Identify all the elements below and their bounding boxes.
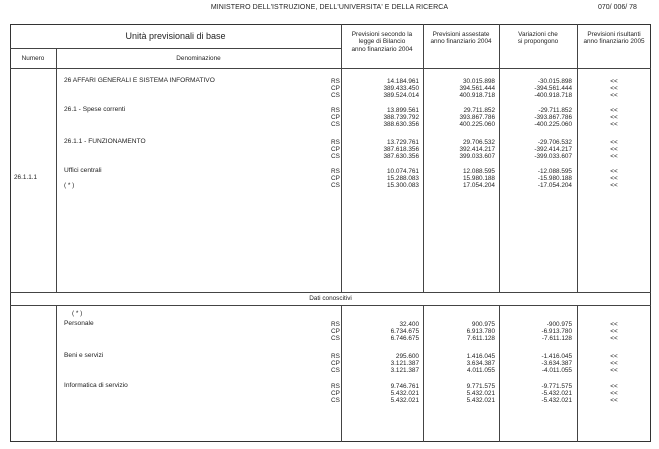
numero-divider-lower [56,305,57,442]
row-assestate-values: 1.416.045 3.634.387 4.011.055 [466,353,495,374]
row-legge-values: 14.184.961 389.433.450 389.524.014 [383,78,419,99]
row-variazioni-values: -900.975 -6.913.780 -7.611.128 [541,321,572,342]
section-note: ( * ) [72,310,83,317]
row-denominazione: 26 AFFARI GENERALI E SISTEMA INFORMATIVO [64,77,215,84]
row-risultanti-values: << << << [610,78,618,99]
row-denominazione: 26.1.1 - FUNZIONAMENTO [64,138,146,145]
row-types: RS CP CS [331,168,340,189]
row-variazioni-values: -12.088.595 -15.980.188 -17.054.204 [537,168,572,189]
row-numero: 26.1.1.1 [14,174,38,181]
row-assestate-values: 29.706.532 392.414.217 399.033.607 [459,139,495,160]
row-risultanti-values: << << << [610,353,618,374]
ministry-title: MINISTERO DELL'ISTRUZIONE, DELL'UNIVERSITA' E DELLA RICERCA [210,4,449,11]
section-bottom-rule [10,305,651,306]
row-legge-values: 295.600 3.121.387 3.121.387 [390,353,419,374]
row-assestate-values: 29.711.852 393.867.786 400.225.060 [459,107,495,128]
col-variazioni-header: Variazioni che si propongono [517,31,559,46]
group-title: Unità previsionali di base [125,31,226,41]
row-risultanti-values: << << << [610,168,618,189]
row-assestate-values: 30.015.898 394.561.444 400.918.718 [459,78,495,99]
numero-header: Numero [21,55,45,62]
row-assestate-values: 9.771.575 5.432.021 5.432.021 [466,383,495,404]
row-assestate-values: 12.088.595 15.980.188 17.054.204 [463,168,495,189]
row-legge-values: 13.899.561 388.739.792 388.630.356 [383,107,419,128]
row-denominazione: Uffici centrali [64,167,102,174]
row-variazioni-values: -30.015.898 -394.561.444 -400.918.718 [534,78,572,99]
col-assestate-header: Previsioni assestate anno finanziario 2004 [430,31,492,46]
row-denominazione: Personale [64,320,94,327]
row-denominazione: Beni e servizi [64,352,104,359]
page-number: 070/ 006/ 78 [598,4,637,11]
row-legge-values: 9.746.761 5.432.021 5.432.021 [390,383,419,404]
row-types: RS CP CS [331,321,340,342]
row-note: ( * ) [64,182,75,189]
row-types: RS CP CS [331,353,340,374]
section-title: Dati conoscitivi [309,295,352,302]
row-risultanti-values: << << << [610,139,618,160]
row-denominazione: Informatica di servizio [64,382,128,389]
row-variazioni-values: -9.771.575 -5.432.021 -5.432.021 [541,383,572,404]
row-legge-values: 13.729.761 387.618.356 387.630.356 [383,139,419,160]
row-risultanti-values: << << << [610,321,618,342]
row-variazioni-values: -29.706.532 -392.414.217 -399.033.607 [534,139,572,160]
row-denominazione: 26.1 - Spese correnti [64,106,126,113]
row-variazioni-values: -29.711.852 -393.867.786 -400.225.060 [534,107,572,128]
row-types: RS CP CS [331,107,340,128]
col-risultanti-header: Previsioni risultanti anno finanziario 2005 [583,31,645,46]
row-types: RS CP CS [331,139,340,160]
row-legge-values: 10.074.761 15.288.083 15.300.083 [387,168,419,189]
row-types: RS CP CS [331,78,340,99]
row-types: RS CP CS [331,383,340,404]
row-legge-values: 32.400 6.734.675 6.746.675 [390,321,419,342]
row-risultanti-values: << << << [610,383,618,404]
row-risultanti-values: << << << [610,107,618,128]
numero-divider [56,48,57,292]
row-assestate-values: 900.975 6.913.780 7.611.128 [466,321,495,342]
header-bottom-rule [10,68,651,69]
section-top-rule [10,292,651,293]
row-variazioni-values: -1.416.045 -3.634.387 -4.011.055 [541,353,572,374]
col-legge-header: Previsioni secondo la legge di Bilancio anno finanziario 2004 [351,31,413,53]
denominazione-header: Denominazione [176,55,221,62]
header-subrule [10,48,341,49]
